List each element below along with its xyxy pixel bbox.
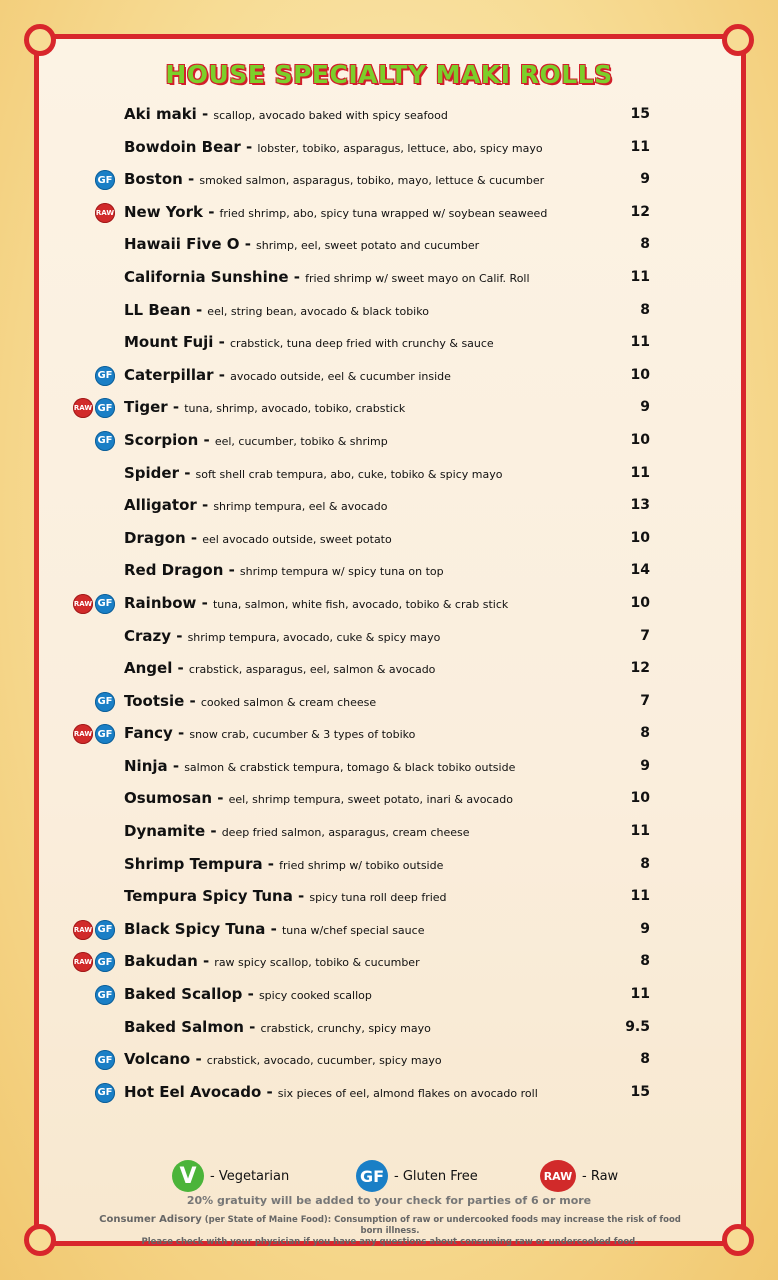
item-name: Baked Scallop -: [124, 985, 254, 1004]
advisory-text-1: Consumption of raw or undercooked foods may increase the risk of food born illness.: [334, 1215, 681, 1236]
gluten-free-icon: GF: [356, 1160, 388, 1192]
menu-item: [124, 495, 387, 514]
frame-corner-ornament: [24, 1224, 56, 1256]
menu-item-row: [0, 360, 778, 393]
menu-item: [124, 463, 502, 482]
item-name: Hawaii Five O -: [124, 235, 251, 254]
advisory-source: (per State of Maine Food):: [204, 1215, 332, 1225]
item-price: 10: [630, 594, 650, 611]
item-description: tuna w/chef special sauce: [281, 923, 425, 937]
legend-vegetarian-label: - Vegetarian: [210, 1168, 290, 1184]
raw-badge-icon: RAW: [73, 724, 93, 744]
diet-badges: [73, 594, 115, 614]
item-price: 11: [630, 268, 650, 285]
gluten-free-badge-icon: GF: [95, 1050, 115, 1070]
item-description: crabstick, avocado, cucumber, spicy mayo: [206, 1054, 442, 1068]
legend-gluten-free: [356, 1160, 478, 1192]
legend-vegetarian: [172, 1160, 289, 1192]
item-name: California Sunshine -: [124, 267, 301, 286]
menu-item-row: [0, 295, 778, 328]
item-name: Fancy -: [124, 724, 185, 743]
menu-item: [124, 788, 513, 807]
item-name: Aki maki -: [124, 105, 209, 123]
menu-item: [124, 854, 443, 873]
menu-item: [124, 1082, 538, 1101]
menu-item-row: [0, 1044, 778, 1077]
item-description: avocado outside, eel & cucumber inside: [230, 369, 451, 383]
menu-item: [124, 234, 479, 253]
raw-badge-icon: RAW: [73, 952, 93, 972]
item-name: Tootsie -: [124, 691, 196, 710]
item-description: scallop, avocado baked with spicy seafood: [213, 109, 448, 122]
item-description: fried shrimp w/ tobiko outside: [279, 858, 444, 872]
item-price: 13: [630, 497, 650, 514]
frame-corner-ornament: [24, 24, 56, 56]
item-description: shrimp, eel, sweet potato and cucumber: [256, 239, 480, 253]
menu-item-row: [0, 751, 778, 784]
item-price: 11: [630, 464, 650, 481]
item-price: 14: [630, 562, 650, 579]
diet-badges: [95, 692, 115, 712]
item-price: 12: [630, 660, 650, 677]
diet-badges: [73, 398, 115, 418]
item-price: 11: [630, 888, 650, 905]
menu-item: [124, 137, 543, 156]
consumer-advisory: [90, 1214, 690, 1248]
item-name: Angel -: [124, 659, 184, 678]
gluten-free-badge-icon: GF: [95, 366, 115, 386]
item-price: 8: [640, 301, 650, 318]
item-price: 7: [640, 627, 650, 644]
item-description: spicy tuna roll deep fried: [309, 891, 447, 905]
menu-item-row: [0, 588, 778, 621]
diet-badges: [73, 952, 115, 972]
menu-item: [124, 202, 547, 221]
item-description: tuna, salmon, white fish, avocado, tobiko & crab stick: [212, 597, 509, 611]
menu-item: [124, 593, 508, 612]
item-price: 11: [630, 986, 650, 1003]
item-price: 8: [640, 953, 650, 970]
menu-item: [124, 658, 435, 677]
item-description: smoked salmon, asparagus, tobiko, mayo, lettuce & cucumber: [199, 174, 545, 188]
menu-item-row: [0, 718, 778, 751]
gratuity-note: 20% gratuity will be added to your check for parties of 6 or more: [186, 1194, 592, 1207]
menu-item: [124, 528, 392, 547]
item-name: Spider -: [124, 463, 191, 482]
item-name: Volcano -: [124, 1050, 202, 1069]
item-name: Tiger -: [124, 398, 180, 417]
item-name: Alligator -: [124, 496, 209, 515]
menu-item-row: [0, 458, 778, 491]
menu-item: [124, 756, 515, 775]
item-name: Dragon -: [124, 528, 198, 547]
item-description: salmon & crabstick tempura, tomago & black tobiko outside: [184, 760, 516, 774]
diet-badges: [95, 431, 115, 451]
gluten-free-badge-icon: GF: [95, 398, 115, 418]
item-description: crabstick, asparagus, eel, salmon & avocado: [188, 663, 436, 677]
item-name: Red Dragon -: [124, 561, 235, 580]
item-description: deep fried salmon, asparagus, cream cheese: [221, 826, 470, 840]
item-price: 7: [640, 692, 650, 709]
diet-badges: [95, 366, 115, 386]
menu-item: [124, 919, 424, 938]
legend-gluten-free-label: - Gluten Free: [394, 1168, 478, 1184]
menu-item-row: [0, 914, 778, 947]
item-price: 10: [630, 529, 650, 546]
item-name: Rainbow -: [124, 593, 208, 612]
item-price: 12: [630, 203, 650, 220]
menu-item-row: [0, 392, 778, 425]
menu-item-row: [0, 1012, 778, 1045]
menu-item-row: [0, 523, 778, 556]
menu-item: [124, 951, 420, 970]
menu-item: [124, 104, 448, 123]
menu-item-row: [0, 783, 778, 816]
item-price: 8: [640, 236, 650, 253]
menu-item-row: [0, 881, 778, 914]
diet-badges: [95, 203, 115, 223]
item-description: fried shrimp, abo, spicy tuna wrapped w/ soybean seaweed: [219, 206, 548, 220]
gluten-free-badge-icon: GF: [95, 920, 115, 940]
item-name: Scorpion -: [124, 430, 210, 449]
raw-badge-icon: RAW: [73, 920, 93, 940]
item-name: Boston -: [124, 170, 195, 189]
menu-item: [124, 560, 444, 579]
advisory-title: Consumer Adisory: [99, 1214, 202, 1225]
diet-badges: [95, 170, 115, 190]
item-name: Crazy -: [124, 626, 183, 645]
item-description: shrimp tempura, eel & avocado: [213, 500, 388, 514]
item-description: eel, shrimp tempura, sweet potato, inari & avocado: [228, 793, 513, 807]
item-description: fried shrimp w/ sweet mayo on Calif. Roll: [305, 271, 530, 285]
menu-item-row: [0, 653, 778, 686]
maki-roll-list: [0, 99, 778, 1109]
raw-badge-icon: RAW: [95, 203, 115, 223]
diet-badges: [95, 1083, 115, 1103]
menu-item-row: [0, 425, 778, 458]
item-description: eel, string bean, avocado & black tobiko: [207, 304, 429, 318]
menu-item: [124, 1017, 431, 1036]
menu-item: [124, 626, 440, 645]
menu-item-row: [0, 490, 778, 523]
item-price: 15: [630, 1083, 650, 1100]
gluten-free-badge-icon: GF: [95, 594, 115, 614]
gluten-free-badge-icon: GF: [95, 170, 115, 190]
item-description: crabstick, tuna deep fried with crunchy & sauce: [230, 337, 494, 351]
diet-badges: [73, 920, 115, 940]
menu-item-row: [0, 686, 778, 719]
gluten-free-badge-icon: GF: [95, 1083, 115, 1103]
raw-badge-icon: RAW: [73, 398, 93, 418]
item-description: tuna, shrimp, avocado, tobiko, crabstick: [184, 402, 406, 416]
menu-item: [124, 332, 494, 351]
vegetarian-icon: V: [172, 1160, 204, 1192]
menu-item: [124, 723, 415, 742]
item-name: Bowdoin Bear -: [124, 137, 253, 156]
item-description: lobster, tobiko, asparagus, lettuce, abo, spicy mayo: [257, 141, 543, 155]
item-description: crabstick, crunchy, spicy mayo: [260, 1021, 431, 1035]
menu-item-row: [0, 621, 778, 654]
item-price: 9: [640, 171, 650, 188]
menu-item-row: [0, 979, 778, 1012]
menu-item-row: [0, 849, 778, 882]
diet-badges: [95, 985, 115, 1005]
menu-item-row: [0, 816, 778, 849]
raw-icon: RAW: [540, 1160, 576, 1192]
item-description: snow crab, cucumber & 3 types of tobiko: [189, 728, 416, 742]
menu-item-row: [0, 229, 778, 262]
item-price: 11: [630, 823, 650, 840]
item-description: eel avocado outside, sweet potato: [202, 532, 392, 546]
menu-item: [124, 300, 429, 319]
menu-item-row: [0, 327, 778, 360]
item-description: cooked salmon & cream cheese: [200, 695, 377, 709]
menu-item-row: [0, 164, 778, 197]
item-price: 11: [630, 334, 650, 351]
menu-item-row: [0, 99, 778, 132]
menu-item: [124, 430, 388, 449]
menu-item: [124, 1049, 442, 1068]
menu-item: [124, 691, 376, 710]
menu-item: [124, 267, 530, 286]
menu-item-row: [0, 555, 778, 588]
item-name: Mount Fuji -: [124, 333, 225, 352]
legend-raw-label: - Raw: [582, 1168, 619, 1184]
item-description: shrimp tempura, avocado, cuke & spicy mayo: [187, 630, 441, 644]
gluten-free-badge-icon: GF: [95, 431, 115, 451]
menu-item: [124, 169, 544, 188]
gluten-free-badge-icon: GF: [95, 952, 115, 972]
menu-item: [124, 821, 470, 840]
item-name: New York -: [124, 202, 215, 221]
item-description: six pieces of eel, almond flakes on avocado roll: [277, 1086, 538, 1100]
gluten-free-badge-icon: GF: [95, 985, 115, 1005]
item-name: LL Bean -: [124, 300, 203, 319]
item-price: 11: [630, 138, 650, 155]
item-name: Tempura Spicy Tuna -: [124, 887, 305, 906]
item-description: shrimp tempura w/ spicy tuna on top: [239, 565, 444, 579]
item-price: 15: [630, 106, 650, 122]
menu-item: [124, 365, 451, 384]
item-name: Bakudan -: [124, 952, 210, 971]
advisory-text-2: Please check with your physician if you have any questions about consuming raw or undercooked food.: [141, 1237, 639, 1247]
menu-item-row: [0, 197, 778, 230]
gluten-free-badge-icon: GF: [95, 692, 115, 712]
frame-corner-ornament: [722, 24, 754, 56]
item-name: Dynamite -: [124, 822, 217, 841]
item-name: Caterpillar -: [124, 365, 226, 384]
menu-item-row: [0, 262, 778, 295]
item-name: Black Spicy Tuna -: [124, 919, 277, 938]
diet-badges: [95, 1050, 115, 1070]
item-name: Baked Salmon -: [124, 1017, 256, 1036]
item-price: 10: [630, 431, 650, 448]
item-price: 10: [630, 790, 650, 807]
item-price: 8: [640, 725, 650, 742]
item-price: 9: [640, 399, 650, 416]
frame-corner-ornament: [722, 1224, 754, 1256]
item-price: 9: [640, 757, 650, 774]
menu-item-row: [0, 132, 778, 165]
item-description: soft shell crab tempura, abo, cuke, tobiko & spicy mayo: [195, 467, 503, 481]
gluten-free-badge-icon: GF: [95, 724, 115, 744]
menu-item-row: [0, 946, 778, 979]
item-name: Hot Eel Avocado -: [124, 1082, 273, 1101]
item-price: 9.5: [625, 1018, 650, 1035]
menu-item: [124, 886, 447, 905]
legend: [0, 1160, 778, 1194]
menu-item: [124, 984, 372, 1003]
legend-raw: [540, 1160, 618, 1192]
raw-badge-icon: RAW: [73, 594, 93, 614]
item-price: 8: [640, 855, 650, 872]
menu-title: HOUSE SPECIALTY MAKI ROLLS: [165, 60, 613, 89]
item-description: spicy cooked scallop: [258, 989, 372, 1003]
item-description: eel, cucumber, tobiko & shrimp: [214, 434, 388, 448]
item-name: Shrimp Tempura -: [124, 854, 275, 873]
item-price: 8: [640, 1051, 650, 1068]
item-description: raw spicy scallop, tobiko & cucumber: [214, 956, 420, 970]
item-price: 10: [630, 366, 650, 383]
item-name: Osumosan -: [124, 789, 224, 808]
menu-item: [124, 397, 405, 416]
item-price: 9: [640, 920, 650, 937]
diet-badges: [73, 724, 115, 744]
item-name: Ninja -: [124, 756, 180, 775]
menu-item-row: [0, 1077, 778, 1110]
